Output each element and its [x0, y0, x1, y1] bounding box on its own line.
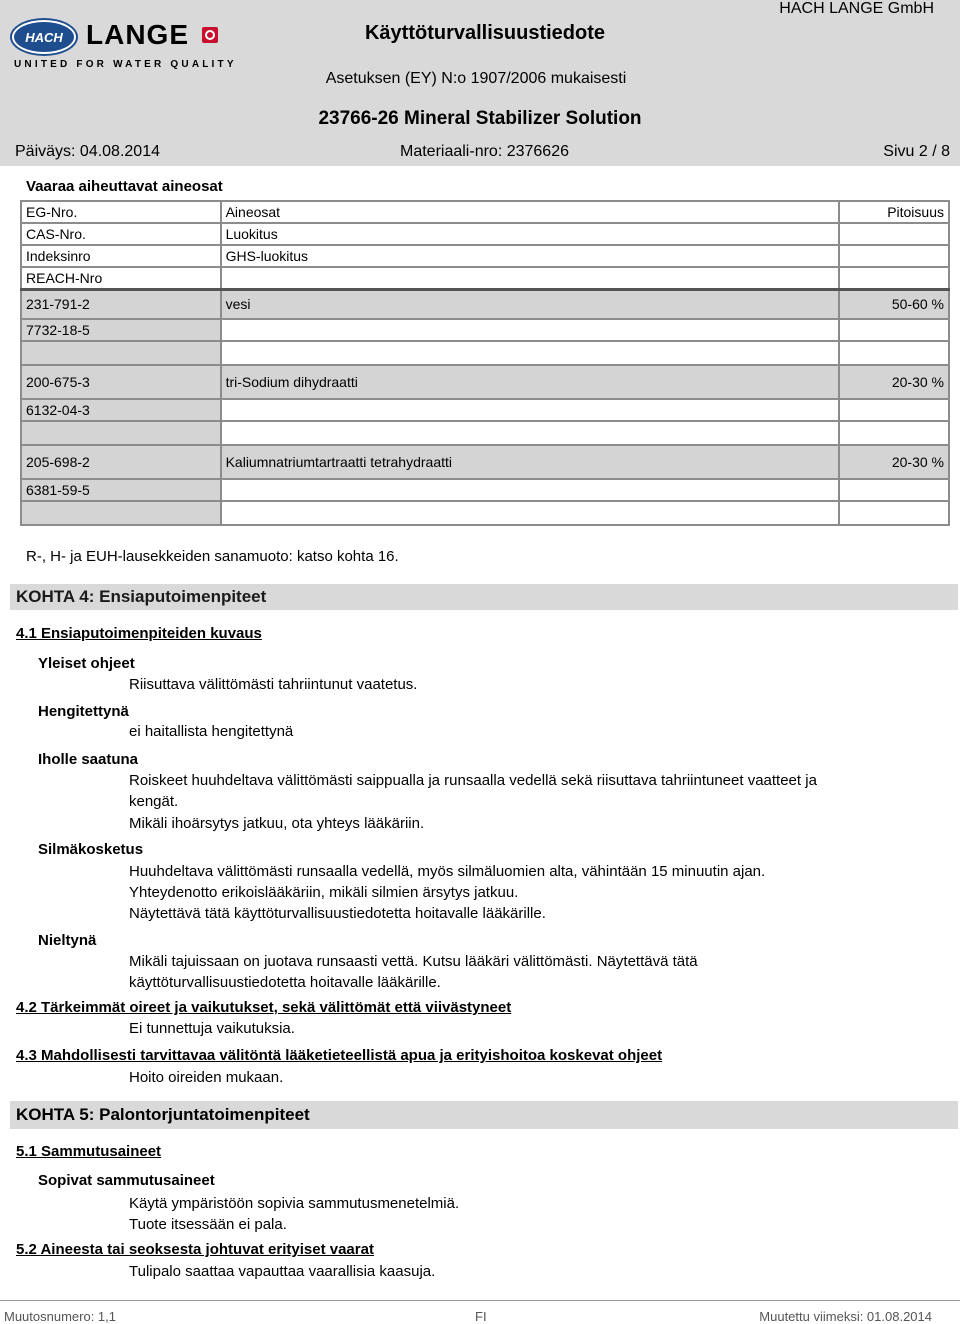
lange-wordmark: LANGE — [86, 19, 189, 50]
ingestion-text: Mikäli tajuissaan on juotava runsaasti vettä. Kutsu lääkäri välittömästi. Näytettävä tätä käyttöturvallisuustiedotetta hoitavalle lääkärille. — [129, 953, 698, 991]
regulation-text: Asetuksen (EY) N:o 1907/2006 mukaisesti — [325, 70, 627, 87]
subsection-5-1: 5.1 Sammutusaineet — [16, 1143, 162, 1160]
product-name: 23766-26 Mineral Stabilizer Solution — [318, 108, 642, 129]
material-number: Materiaali-nro: 2376626 — [400, 143, 569, 160]
eye-text-3: Näytettävä tätä käyttöturvallisuustiedotetta hoitavalle lääkärille. — [129, 905, 546, 922]
subsection-5-2: 5.2 Aineesta tai seoksesta johtuvat erityiset vaarat — [16, 1241, 374, 1258]
table-row: 205-698-2 Kaliumnatriumtartraatti tetrahydraatti 20-30 % — [21, 445, 949, 479]
header-index: Indeksinro — [21, 245, 221, 267]
skin-label: Iholle saatuna — [38, 751, 139, 768]
language-code: FI — [475, 1309, 487, 1324]
suitable-media-label: Sopivat sammutusaineet — [38, 1172, 215, 1189]
skin-text: Roiskeet huuhdeltava välittömästi saippualla ja runsaalla vedellä sekä riisuttava tahriintuneet vaatteet ja kengät. — [129, 772, 817, 810]
subsection-4-3: 4.3 Mahdollisesti tarvittavaa välitöntä lääketieteellistä apua ja erityishoitoa koskevat ohjeet — [16, 1047, 663, 1064]
eye-text-2: Yhteydenotto erikoislääkäriin, mikäli silmien ärsytys jatkuu. — [129, 884, 519, 901]
subsection-4-2-text: Ei tunnettuja vaikutuksia. — [129, 1020, 295, 1037]
revision-number: Muutosnumero: 1,1 — [4, 1309, 117, 1324]
table-row: 200-675-3 tri-Sodium dihydraatti 20-30 % — [21, 365, 949, 399]
inhaled-label: Hengitettynä — [38, 703, 129, 720]
general-text: Riisuttava välittömästi tahriintunut vaatetus. — [129, 676, 418, 693]
header-ghs: GHS-luokitus — [221, 245, 840, 267]
section-5-title: KOHTA 5: Palontorjuntatoimenpiteet — [10, 1101, 958, 1129]
document-title: Käyttöturvallisuustiedote — [364, 22, 606, 44]
header-classification: Luokitus — [221, 223, 840, 245]
general-label: Yleiset ohjeet — [38, 655, 135, 672]
eye-text-1: Huuhdeltava välittömästi runsaalla vedellä, myös silmäluomien alta, vähintään 15 minuutin ajan. — [129, 863, 766, 880]
section-4-title: KOHTA 4: Ensiaputoimenpiteet — [10, 584, 958, 610]
table-row: 231-791-2 vesi 50-60 % — [21, 289, 949, 319]
subsection-4-2: 4.2 Tärkeimmät oireet ja vaikutukset, sekä välittömät että viivästyneet — [16, 999, 512, 1016]
suitable-media-text-2: Tuote itsessään ei pala. — [129, 1216, 287, 1233]
company-name: HACH LANGE GmbH — [779, 0, 934, 17]
hach-logo-oval: HACH — [12, 20, 76, 54]
hazard-components-table: EG-Nro. Aineosat Pitoisuus CAS-Nro. Luokitus Indeksinro GHS-luokitus REACH-Nro 231-791-2 vesi 50-60 % 7732-18-5 200-675-3 tri-Sodium dihydraatti 20-30 % 6132-04-3 205-698-2 Kaliumnatriumtartraatti tetrahydraatti 20-30 % 6381-59-5 — [20, 200, 950, 526]
header-component: Aineosat — [221, 201, 840, 223]
document-header — [0, 0, 960, 166]
subsection-5-2-text: Tulipalo saattaa vapauttaa vaarallisia kaasuja. — [129, 1263, 436, 1280]
last-modified: Muutettu viimeksi: 01.08.2014 — [759, 1309, 932, 1324]
skin-text-2: Mikäli ihoärsytys jatkuu, ota yhteys lääkäriin. — [129, 815, 425, 832]
header-eg: EG-Nro. — [21, 201, 221, 223]
subsection-4-1: 4.1 Ensiaputoimenpiteiden kuvaus — [16, 625, 262, 642]
suitable-media-text-1: Käytä ympäristöön sopivia sammutusmenetelmiä. — [129, 1195, 460, 1212]
document-footer — [0, 1300, 960, 1324]
logo-tagline: UNITED FOR WATER QUALITY — [14, 59, 237, 70]
inhaled-text: ei haitallista hengitettynä — [129, 723, 294, 740]
header-concentration: Pitoisuus — [839, 201, 949, 223]
page-number: Sivu 2 / 8 — [883, 143, 950, 160]
subsection-4-3-text: Hoito oireiden mukaan. — [129, 1069, 284, 1086]
hazard-table-heading: Vaaraa aiheuttavat aineosat — [26, 178, 223, 195]
document-date: Päiväys: 04.08.2014 — [15, 143, 160, 160]
eye-label: Silmäkosketus — [38, 841, 144, 858]
header-cas: CAS-Nro. — [21, 223, 221, 245]
header-reach: REACH-Nro — [21, 267, 221, 289]
ingestion-label: Nieltynä — [38, 932, 97, 949]
phrases-note: R-, H- ja EUH-lausekkeiden sanamuoto: katso kohta 16. — [26, 548, 399, 565]
